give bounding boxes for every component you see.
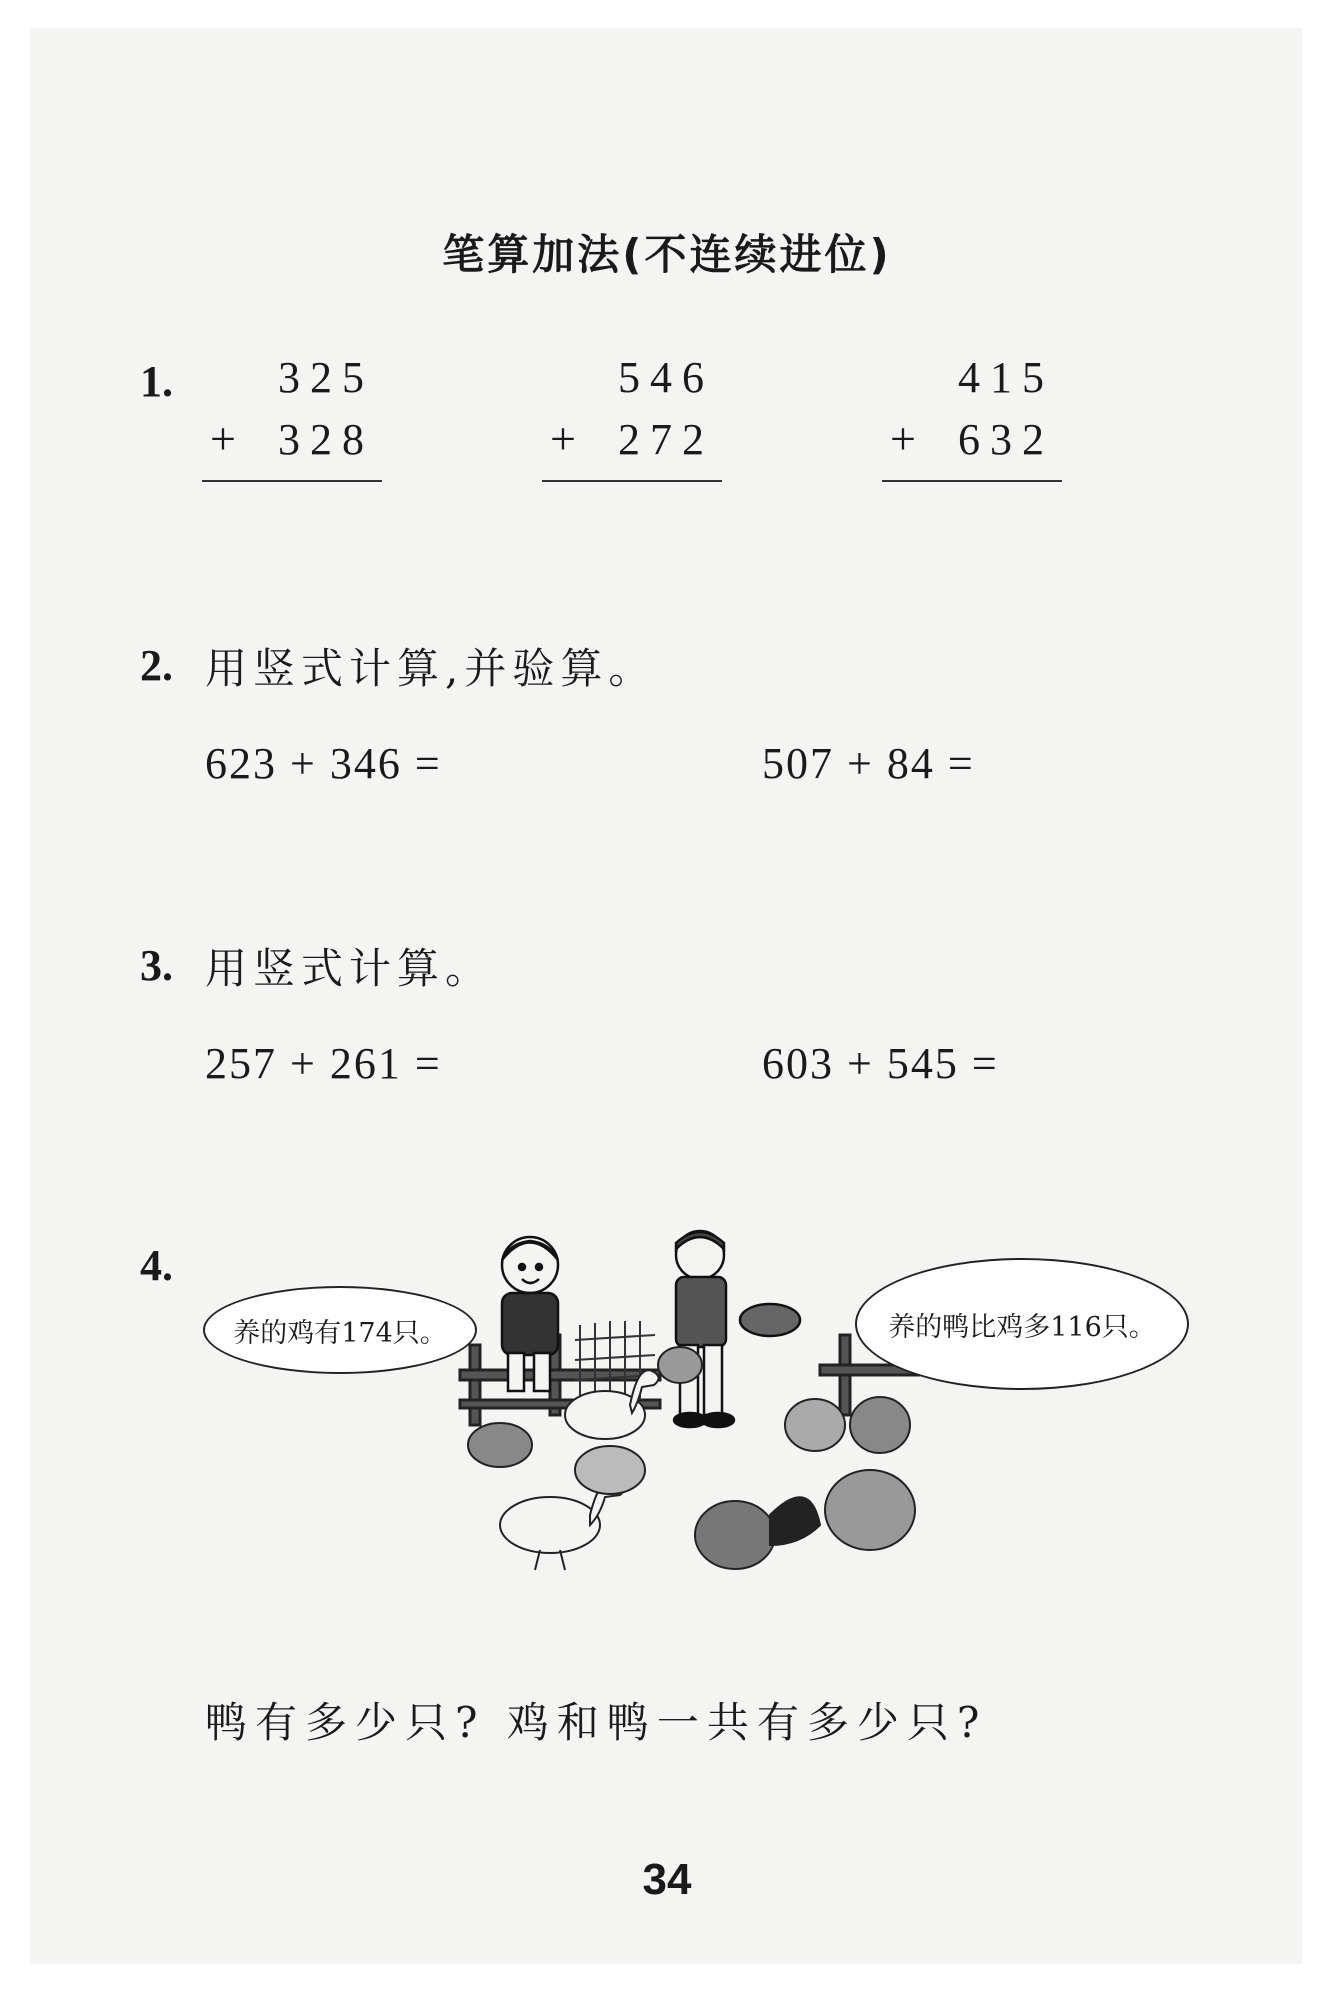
answer-line bbox=[882, 480, 1062, 482]
bubble-right-text: 养的鸭比鸡多116只。 bbox=[888, 1311, 1156, 1343]
q4-question: 鸭有多少只? 鸡和鸭一共有多少只? bbox=[205, 1698, 988, 1747]
q3-expression-1: 257 + 261 = bbox=[205, 1039, 442, 1088]
answer-line bbox=[542, 480, 722, 482]
plus-sign: + bbox=[210, 413, 236, 464]
page-background bbox=[30, 28, 1302, 1964]
farm-scene-icon bbox=[440, 1225, 920, 1625]
plus-sign: + bbox=[890, 413, 916, 464]
farm-illustration bbox=[440, 1225, 920, 1629]
page-title: 笔算加法(不连续进位) bbox=[442, 230, 892, 279]
q2-number: 2. bbox=[140, 641, 173, 690]
addend-bottom: 272 bbox=[618, 415, 714, 464]
q4-number: 4. bbox=[140, 1241, 173, 1290]
speech-bubble-left bbox=[203, 1286, 477, 1374]
q3-number: 3. bbox=[140, 941, 173, 990]
q2-instruction: 用竖式计算,并验算。 bbox=[205, 644, 657, 693]
page-number: 34 bbox=[642, 1855, 692, 1904]
q1-number: 1. bbox=[140, 357, 173, 406]
bubble-left-text: 养的鸡有174只。 bbox=[233, 1317, 447, 1349]
addend-bottom: 328 bbox=[278, 415, 374, 464]
answer-line bbox=[202, 480, 382, 482]
addend-top: 325 bbox=[278, 353, 374, 402]
q3-expression-2: 603 + 545 = bbox=[762, 1039, 999, 1088]
q2-expression-1: 623 + 346 = bbox=[205, 739, 442, 788]
addend-bottom: 632 bbox=[958, 415, 1054, 464]
addend-top: 546 bbox=[618, 353, 714, 402]
addend-top: 415 bbox=[958, 353, 1054, 402]
speech-bubble-right bbox=[855, 1258, 1189, 1390]
plus-sign: + bbox=[550, 413, 576, 464]
q2-expression-2: 507 + 84 = bbox=[762, 739, 975, 788]
q3-instruction: 用竖式计算。 bbox=[205, 944, 494, 993]
